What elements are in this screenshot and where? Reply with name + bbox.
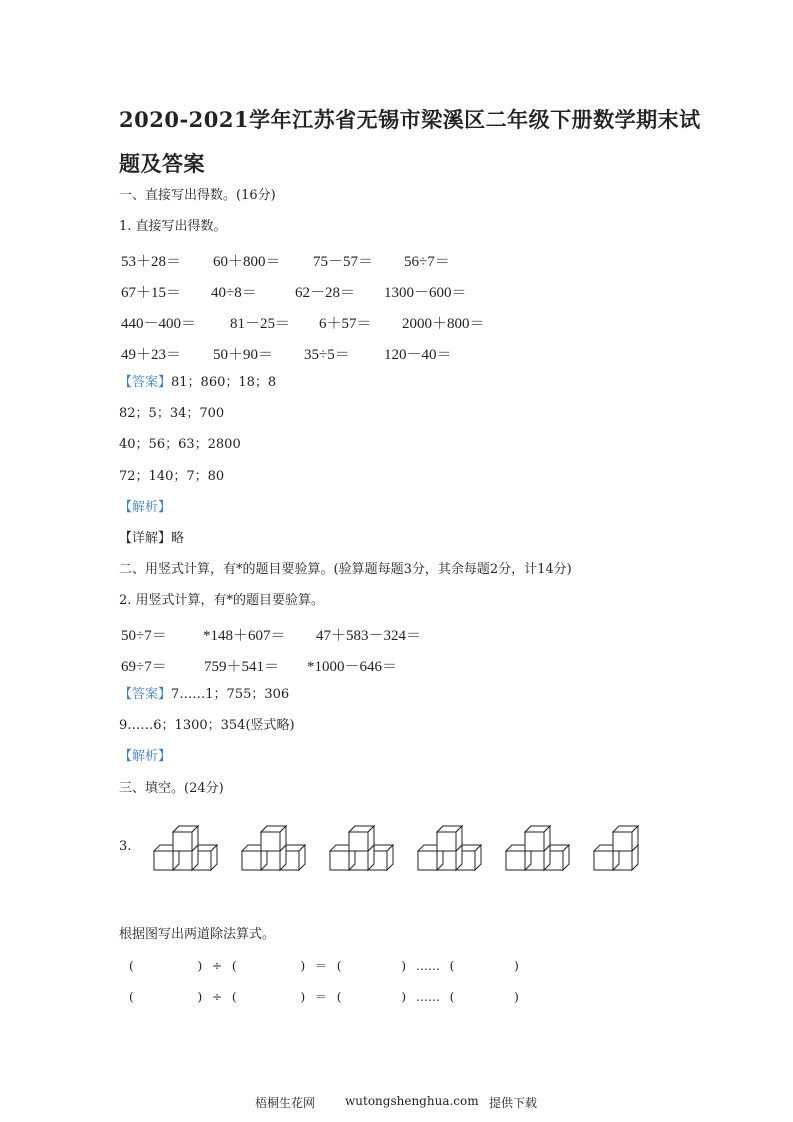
answer-line: 40；56；63；2800	[119, 437, 241, 452]
cube-group	[506, 826, 569, 870]
equation: 440－400＝	[121, 316, 197, 332]
paren-close: )	[401, 990, 406, 1004]
page-title-continued: 题及答案	[119, 151, 205, 176]
answer-line	[119, 374, 276, 392]
remainder-dots: ……	[415, 959, 440, 973]
answer-text: 81；860；18；8	[171, 375, 277, 390]
paren-open: (	[336, 959, 342, 973]
paren-open: (	[449, 990, 455, 1004]
paren-close: )	[300, 959, 306, 973]
equation: *1000－646＝	[307, 659, 398, 675]
answer-line	[119, 686, 289, 704]
equation: 759＋541＝	[204, 659, 280, 675]
equation: 56÷7＝	[404, 254, 450, 270]
analysis-tag: 【解析】	[119, 749, 172, 764]
paren-open: (	[336, 990, 342, 1004]
paren-close: )	[300, 990, 306, 1004]
equation: 53＋28＝	[121, 254, 182, 270]
detail-tag: 【详解】	[119, 531, 172, 546]
detail-line	[119, 530, 184, 548]
equals-sign: ＝	[314, 959, 327, 973]
cube-group	[330, 826, 393, 870]
answer-tag: 【答案】	[119, 687, 172, 702]
cube-group	[418, 826, 481, 870]
question3-number: 3.	[119, 839, 132, 854]
equation: 49＋23＝	[121, 347, 182, 363]
analysis-tag: 【解析】	[119, 500, 172, 515]
cube-group	[594, 826, 638, 870]
section3-heading: 三、填空。(24分)	[119, 781, 224, 796]
paren-open: (	[129, 990, 134, 1004]
section2-heading: 二、用竖式计算，有*的题目要验算。(验算题每题3分，其余每题2分，计14分)	[119, 562, 572, 577]
equation: 60＋800＝	[213, 254, 281, 270]
equation: 62－28＝	[295, 285, 356, 301]
equation: 69÷7＝	[121, 659, 167, 675]
answer-text: 7……1；755；306	[171, 687, 290, 702]
equation: 50＋90＝	[213, 347, 274, 363]
paren-open: (	[449, 959, 455, 973]
question3-instruction: 根据图写出两道除法算式。	[119, 927, 276, 942]
equation: 1300－600＝	[384, 285, 467, 301]
answer-tag: 【答案】	[119, 375, 172, 390]
equation: 2000＋800＝	[402, 316, 485, 332]
equation: 50÷7＝	[121, 628, 167, 644]
footer-site-name: 梧桐生花网	[255, 1096, 316, 1110]
paren-close: )	[197, 990, 203, 1004]
remainder-dots: ……	[415, 990, 440, 1004]
cube-group	[242, 826, 305, 870]
blank-row	[129, 957, 519, 974]
equals-sign: ＝	[314, 990, 327, 1004]
equation: *148＋607＝	[203, 628, 286, 644]
paren-close: )	[514, 990, 519, 1004]
equation: 75－57＝	[313, 254, 374, 270]
blank-row	[129, 988, 519, 1005]
paren-open: (	[231, 959, 237, 973]
cube-stack-figure	[150, 820, 645, 872]
equation: 6＋57＝	[319, 316, 372, 332]
divide-sign: ÷	[212, 959, 223, 973]
question1-prompt: 1. 直接写出得数。	[119, 219, 227, 234]
detail-text: 略	[171, 531, 185, 546]
paren-close: )	[401, 959, 406, 973]
section1-heading: 一、直接写出得数。(16分)	[119, 188, 276, 203]
cube-group	[154, 826, 217, 870]
paren-close: )	[197, 959, 203, 973]
equation: 67＋15＝	[121, 285, 182, 301]
paren-close: )	[514, 959, 519, 973]
paren-open: (	[129, 959, 134, 973]
paren-open: (	[231, 990, 237, 1004]
answer-line: 9……6；1300；354(竖式略)	[119, 718, 295, 733]
equation: 120－40＝	[384, 347, 452, 363]
question2-prompt: 2. 用竖式计算，有*的题目要验算。	[119, 593, 325, 608]
footer-site-url[interactable]: wutongshenghua.com	[345, 1094, 479, 1108]
equation: 81－25＝	[230, 316, 291, 332]
equation: 35÷5＝	[304, 347, 350, 363]
page-title: 2020-2021学年江苏省无锡市梁溪区二年级下册数学期末试	[119, 107, 701, 132]
answer-line: 82；5；34；700	[119, 406, 225, 421]
equation: 47＋583－324＝	[316, 628, 422, 644]
equation: 40÷8＝	[211, 285, 257, 301]
answer-line: 72；140；7；80	[119, 469, 225, 484]
footer-note: 提供下载	[489, 1096, 538, 1110]
divide-sign: ÷	[212, 990, 223, 1004]
